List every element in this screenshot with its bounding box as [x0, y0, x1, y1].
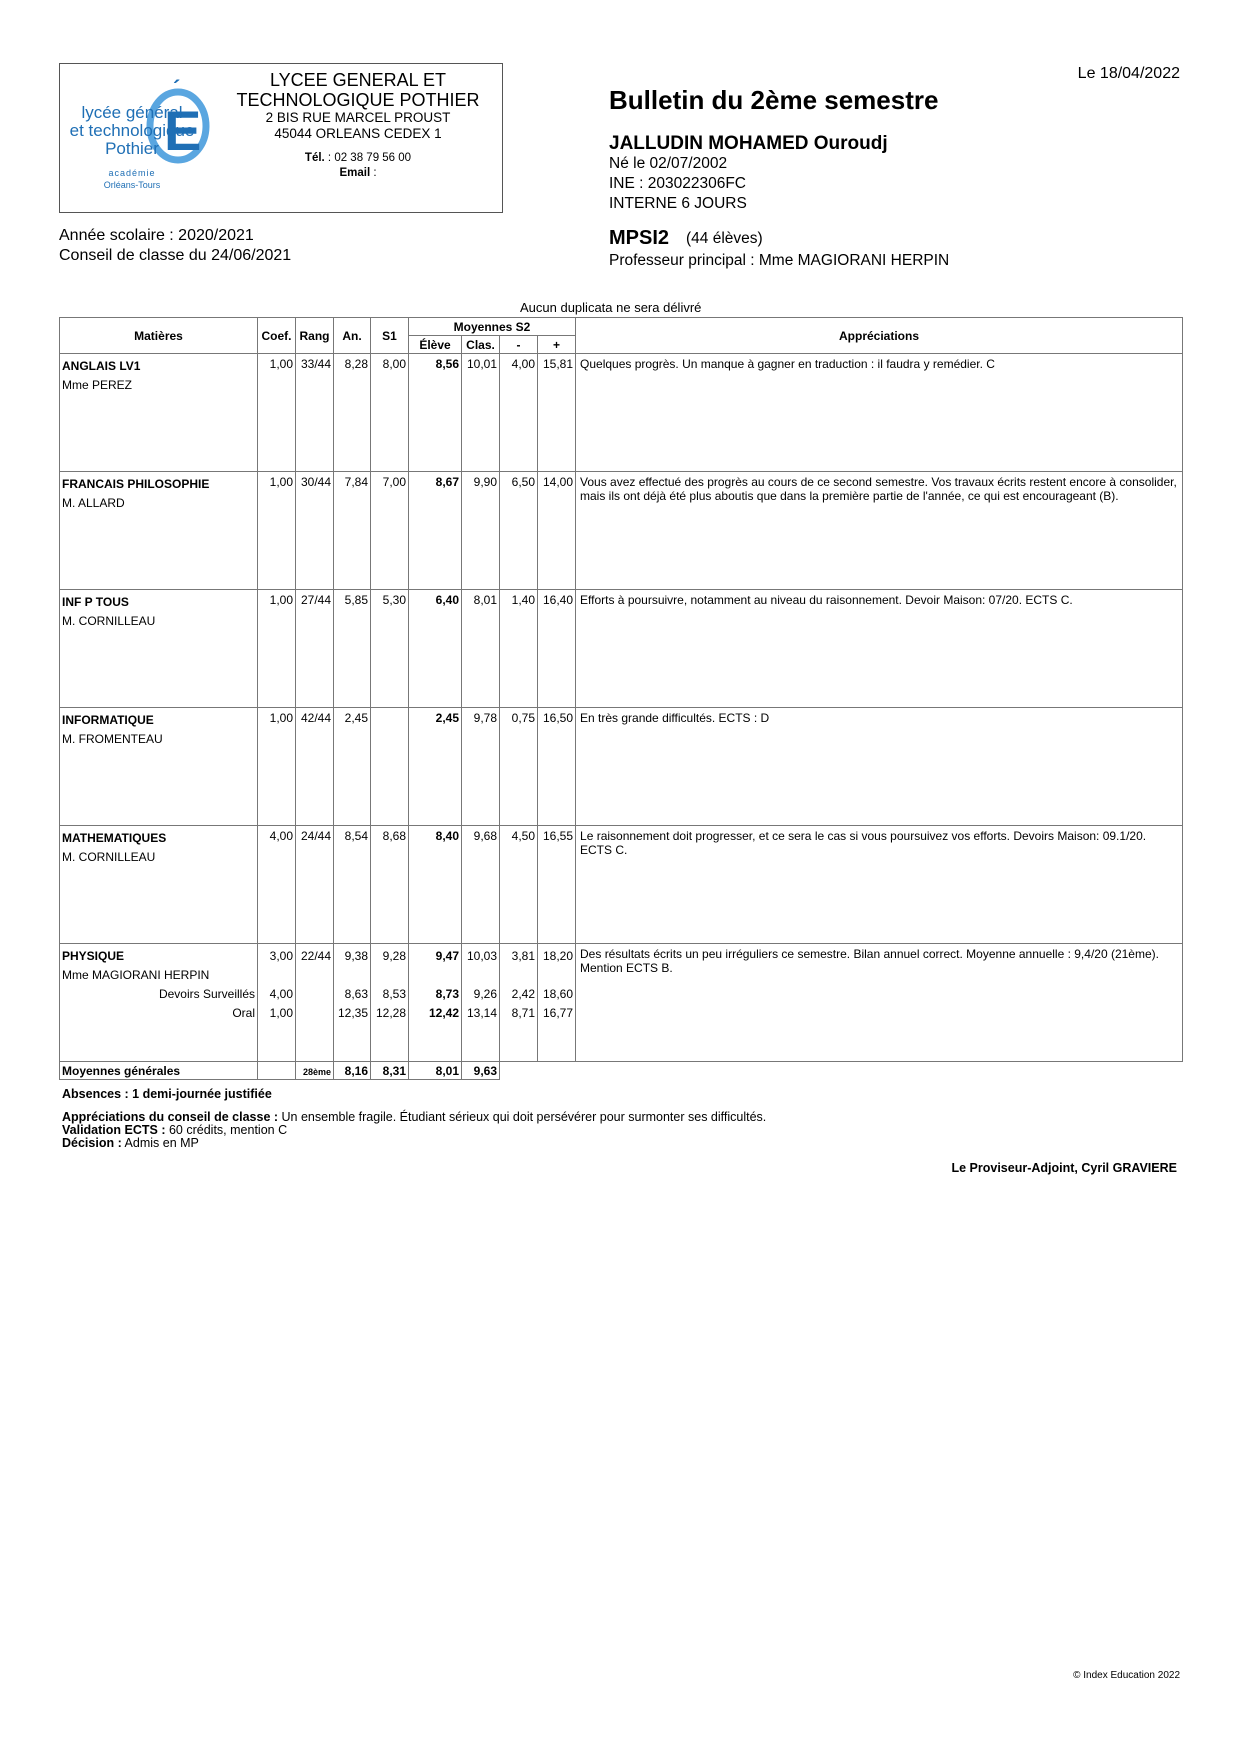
table-row	[60, 826, 1183, 944]
class-avg-cell: 9,90	[462, 472, 500, 590]
coef-cell: 1,00	[258, 708, 296, 826]
student-avg-cell: 6,40	[409, 590, 462, 708]
subject-cell	[60, 708, 258, 826]
subject-cell	[60, 472, 258, 590]
svg-text:´: ´	[173, 78, 181, 101]
sub-class-avg: 9,26	[473, 987, 497, 1001]
table-header-row	[60, 318, 1183, 336]
min-cell: 4,00	[500, 354, 538, 472]
student-avg-cell: 8,67	[409, 472, 462, 590]
min-value: 3,81	[511, 949, 535, 963]
footer-block	[62, 1088, 766, 1150]
totals-label: Moyennes générales	[60, 1062, 258, 1080]
empty-cell	[576, 1062, 1183, 1080]
sub-annual: 12,35	[337, 1006, 368, 1020]
sub-coef: 1,00	[269, 1006, 293, 1020]
header-min: -	[500, 336, 538, 354]
email-value: :	[370, 167, 377, 179]
table-row	[60, 708, 1183, 826]
appreciation-cell: Le raisonnement doit progresser, et ce sera le cas si vous poursuivez vos efforts. Devoirs Maison: 09.1/20. ECTS C.	[576, 826, 1183, 944]
absences: Absences : 1 demi-journée justifiée	[62, 1087, 272, 1101]
sub-min: 8,71	[511, 1006, 535, 1020]
student-status: INTERNE 6 JOURS	[609, 195, 747, 212]
s1-cell: 8,00	[371, 354, 409, 472]
annual-cell: 5,85	[334, 590, 371, 708]
council-label: Appréciations du conseil de classe :	[62, 1110, 279, 1124]
sub-s1: 8,53	[382, 987, 406, 1001]
header-rang: Rang	[296, 318, 334, 354]
appreciation-cell: Efforts à poursuivre, notamment au niveau du raisonnement. Devoir Maison: 07/20. ECTS C.	[576, 590, 1183, 708]
duplicate-notice: Aucun duplicata ne sera délivré	[520, 300, 702, 315]
empty-cell	[500, 1062, 538, 1080]
max-cell	[538, 944, 576, 1062]
ects-text: 60 crédits, mention C	[168, 1123, 288, 1137]
appreciation-cell: Quelques progrès. Un manque à gagner en traduction : il faudra y remédier. C	[576, 354, 1183, 472]
class-avg-cell	[462, 944, 500, 1062]
phone-label: Tél.	[304, 152, 325, 164]
max-cell: 14,00	[538, 472, 576, 590]
class-avg-cell: 9,78	[462, 708, 500, 826]
report-title: Bulletin du 2ème semestre	[609, 85, 939, 115]
class-avg-cell: 9,68	[462, 826, 500, 944]
header-an: An.	[334, 318, 371, 354]
school-year: Année scolaire : 2020/2021	[59, 227, 254, 244]
subject-name: ANGLAIS LV1	[62, 359, 141, 373]
report-date: Le 18/04/2022	[1077, 65, 1180, 82]
logo-line-3: Pothier	[105, 139, 159, 158]
rang-cell: 42/44	[296, 708, 334, 826]
subject-name: MATHEMATIQUES	[62, 831, 167, 845]
table-row	[60, 590, 1183, 708]
class-count: (44 élèves)	[686, 230, 763, 247]
coef-cell	[258, 944, 296, 1062]
class-avg-cell: 10,01	[462, 354, 500, 472]
class-avg-cell: 8,01	[462, 590, 500, 708]
school-address-2: 45044 ORLEANS CEDEX 1	[274, 126, 442, 141]
totals-annual: 8,16	[334, 1062, 371, 1080]
student-avg-cell: 8,56	[409, 354, 462, 472]
annual-cell: 8,54	[334, 826, 371, 944]
annual-cell	[334, 944, 371, 1062]
max-cell: 16,40	[538, 590, 576, 708]
student-avg-cell: 8,40	[409, 826, 462, 944]
subject-name: FRANCAIS PHILOSOPHIE	[62, 477, 210, 491]
totals-row	[60, 1062, 1183, 1080]
sub-item-label: Devoirs Surveillés	[158, 987, 255, 1001]
header-matieres: Matières	[60, 318, 258, 354]
max-cell: 15,81	[538, 354, 576, 472]
totals-s1: 8,31	[371, 1062, 409, 1080]
decision-text: Admis en MP	[124, 1136, 199, 1150]
s1-cell	[371, 944, 409, 1062]
s1-cell	[371, 708, 409, 826]
logo-line-1: lycée général	[81, 103, 183, 122]
student-avg-value: 9,47	[435, 949, 459, 963]
student-ine: INE : 203022306FC	[609, 175, 747, 192]
totals-rang	[296, 1062, 334, 1080]
sub-max: 16,77	[542, 1006, 574, 1020]
s1-cell: 5,30	[371, 590, 409, 708]
rang-cell: 24/44	[296, 826, 334, 944]
subject-name: PHYSIQUE	[62, 949, 125, 963]
school-year-block	[59, 226, 291, 266]
empty-cell	[538, 1062, 576, 1080]
s1-cell: 7,00	[371, 472, 409, 590]
student-name: JALLUDIN MOHAMED Ouroudj	[609, 133, 888, 154]
teacher-name: Mme PEREZ	[62, 378, 133, 392]
min-cell: 4,50	[500, 826, 538, 944]
teacher-name: M. CORNILLEAU	[62, 614, 156, 628]
principal-teacher: Professeur principal : Mme MAGIORANI HERPIN	[609, 252, 950, 269]
subject-name: INF P TOUS	[62, 595, 129, 609]
school-info	[218, 70, 498, 181]
teacher-name: Mme MAGIORANI HERPIN	[62, 968, 210, 982]
decision-label: Décision :	[62, 1136, 122, 1150]
header-appreciations: Appréciations	[576, 318, 1183, 354]
school-name: LYCEE GENERAL ET TECHNOLOGIQUE POTHIER	[236, 70, 480, 110]
min-cell	[500, 944, 538, 1062]
rang-cell: 27/44	[296, 590, 334, 708]
min-cell: 1,40	[500, 590, 538, 708]
table-row	[60, 472, 1183, 590]
coef-cell: 4,00	[258, 826, 296, 944]
sub-item-label: Oral	[232, 1006, 255, 1020]
teacher-name: M. FROMENTEAU	[62, 732, 163, 746]
ects-label: Validation ECTS :	[62, 1123, 166, 1137]
student-birth: Né le 02/07/2002	[609, 155, 728, 172]
school-address-1: 2 BIS RUE MARCEL PROUST	[265, 110, 451, 125]
coef-cell: 1,00	[258, 354, 296, 472]
student-avg-cell: 2,45	[409, 708, 462, 826]
subject-cell	[60, 590, 258, 708]
table-row-physique	[60, 944, 1183, 1062]
council-date: Conseil de classe du 24/06/2021	[59, 247, 292, 264]
sub-coef: 4,00	[269, 987, 293, 1001]
header-eleve: Élève	[409, 336, 462, 354]
sub-min: 2,42	[511, 987, 535, 1001]
coef-cell: 1,00	[258, 472, 296, 590]
email-label: Email	[339, 167, 371, 179]
sub-class-avg: 13,14	[466, 1006, 497, 1020]
copyright: © Index Education 2022	[1073, 1670, 1180, 1681]
header-coef: Coef.	[258, 318, 296, 354]
teacher-name: M. ALLARD	[62, 496, 125, 510]
header-clas: Clas.	[462, 336, 500, 354]
subject-cell	[60, 354, 258, 472]
signature: Le Proviseur-Adjoint, Cyril GRAVIERE	[951, 1161, 1177, 1175]
header-max: +	[538, 336, 576, 354]
council-text: Un ensemble fragile. Étudiant sérieux qui doit persévérer pour surmonter ses difficultés.	[281, 1110, 767, 1124]
rang-cell: 33/44	[296, 354, 334, 472]
annual-cell: 7,84	[334, 472, 371, 590]
sub-student-avg: 12,42	[428, 1006, 459, 1020]
rang-cell: 22/44	[296, 944, 334, 1062]
max-value: 18,20	[542, 949, 574, 963]
sub-annual: 8,63	[344, 987, 368, 1001]
subject-cell	[60, 826, 258, 944]
totals-coef	[258, 1062, 296, 1080]
subject-name: INFORMATIQUE	[62, 713, 154, 727]
header-s1: S1	[371, 318, 409, 354]
school-logo	[60, 78, 220, 198]
subject-cell	[60, 944, 258, 1062]
s1-cell: 8,68	[371, 826, 409, 944]
student-avg-cell	[409, 944, 462, 1062]
totals-class-avg: 9,63	[462, 1062, 500, 1080]
decision	[62, 1137, 766, 1150]
logo-line-4: académie	[108, 168, 156, 178]
annual-cell: 8,28	[334, 354, 371, 472]
class-avg-value: 10,03	[466, 949, 497, 963]
s1-value: 9,28	[382, 949, 406, 963]
totals-rang-value: 28ème	[302, 1066, 331, 1077]
logo-line-5: Orléans-Tours	[103, 180, 161, 190]
phone-value: : 02 38 79 56 00	[324, 152, 412, 164]
table-row	[60, 354, 1183, 472]
sub-max: 18,60	[542, 987, 574, 1001]
annual-cell: 2,45	[334, 708, 371, 826]
annual-value: 9,38	[344, 949, 368, 963]
school-email	[218, 166, 498, 181]
rang-cell: 30/44	[296, 472, 334, 590]
min-cell: 6,50	[500, 472, 538, 590]
totals-student-avg: 8,01	[409, 1062, 462, 1080]
sub-student-avg: 8,73	[435, 987, 459, 1001]
appreciation-cell: En très grande difficultés. ECTS : D	[576, 708, 1183, 826]
appreciation-cell: Vous avez effectué des progrès au cours de ce second semestre. Vos travaux écrits restent encore à consolider, mais ils ont déjà été plus aboutis que dans la première partie de l'année, ce qui est encourageant (B).	[576, 472, 1183, 590]
min-cell: 0,75	[500, 708, 538, 826]
header-moyennes-s2: Moyennes S2	[409, 318, 576, 336]
sub-s1: 12,28	[375, 1006, 406, 1020]
grades-table	[59, 317, 1183, 1080]
max-cell: 16,50	[538, 708, 576, 826]
coef-value: 3,00	[269, 949, 293, 963]
max-cell: 16,55	[538, 826, 576, 944]
appreciation-cell: Des résultats écrits un peu irréguliers ce semestre. Bilan annuel correct. Moyenne annuelle : 9,4/20 (21ème). Mention ECTS B.	[576, 944, 1183, 1062]
teacher-name: M. CORNILLEAU	[62, 850, 156, 864]
logo-line-2: et technologique	[69, 121, 195, 140]
school-header-box	[59, 63, 503, 213]
coef-cell: 1,00	[258, 590, 296, 708]
school-phone	[218, 151, 498, 166]
class-name: MPSI2	[609, 227, 670, 249]
svg-text:E: E	[164, 99, 202, 162]
